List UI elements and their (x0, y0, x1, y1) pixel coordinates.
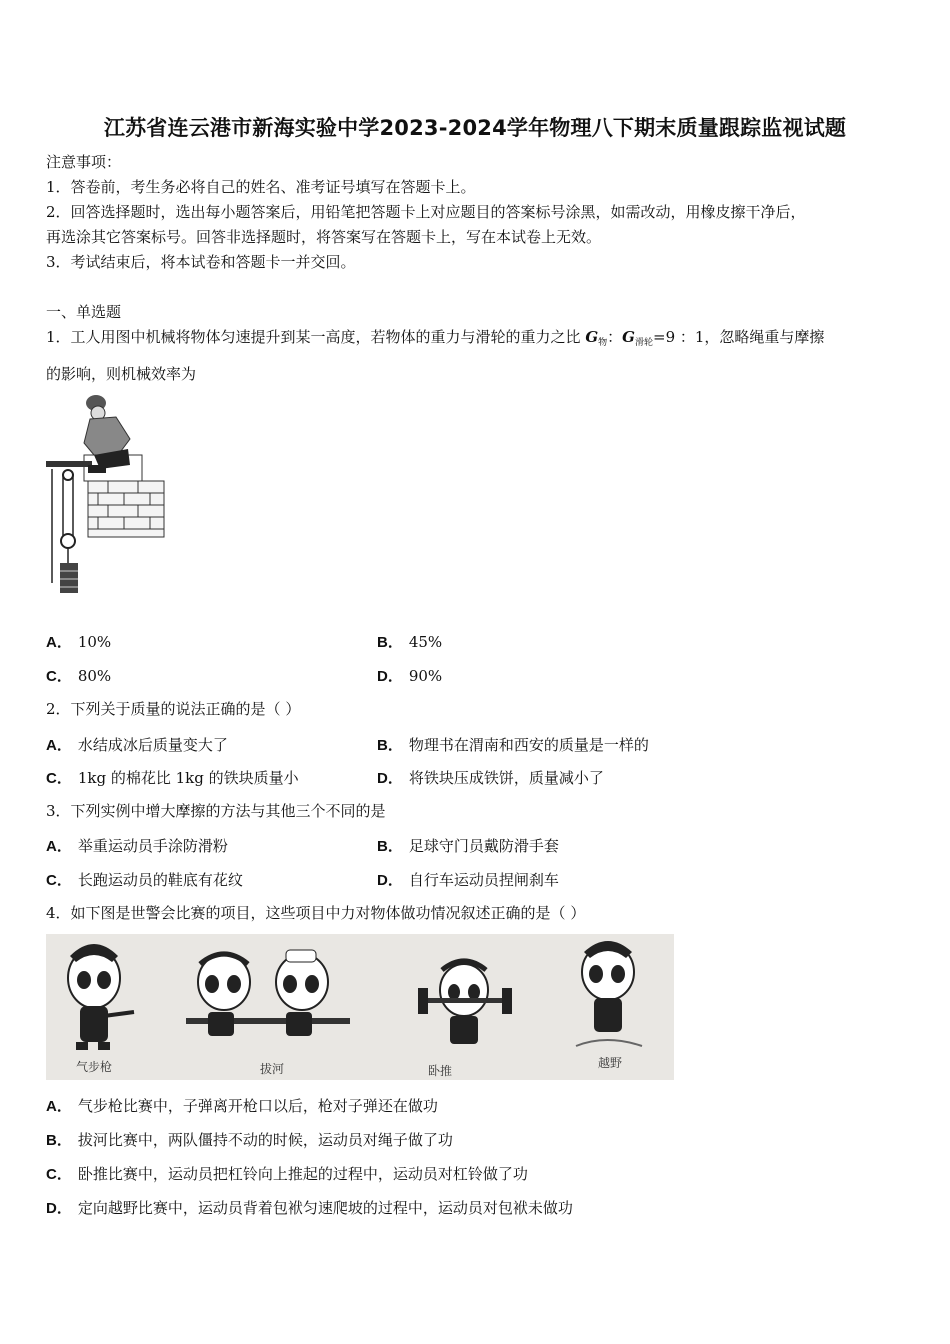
question-1-ratio: =9 ：1，忽略绳重与摩擦 (653, 328, 825, 346)
option-text: 卧推比赛中，运动员把杠铃向上推起的过程中，运动员对杠铃做了功 (77, 1165, 528, 1183)
q2-option-a[interactable] (46, 734, 228, 755)
option-text: 将铁块压成铁饼，质量减小了 (408, 769, 604, 787)
option-key: D． (377, 770, 403, 787)
page-title: 江苏省连云港市新海实验中学2023-2024学年物理八下期末质量跟踪监视试题 (103, 116, 847, 140)
note-item: 1．答卷前，考生务必将自己的姓名、准考证号填写在答题卡上。 (46, 178, 476, 196)
sports-photo (46, 934, 674, 1080)
option-key: B． (377, 838, 403, 855)
option-text: 足球守门员戴防滑手套 (408, 837, 559, 855)
option-key: C． (46, 770, 72, 787)
option-text: 举重运动员手涂防滑粉 (77, 837, 228, 855)
option-key: D． (377, 668, 403, 685)
option-text: 拔河比赛中，两队僵持不动的时候，运动员对绳子做了功 (77, 1131, 453, 1149)
option-text: 长跑运动员的鞋底有花纹 (77, 871, 243, 889)
note-item: 3．考试结束后，将本试卷和答题卡一并交回。 (46, 253, 356, 271)
q2-option-d[interactable] (377, 767, 604, 788)
ratio-colon: ： (607, 328, 623, 346)
question-1-text (46, 327, 824, 353)
q3-option-c[interactable] (46, 869, 243, 890)
option-key: A． (46, 1098, 72, 1115)
photo-caption-bench-press: 卧推 (428, 1064, 453, 1078)
option-text: 定向越野比赛中，运动员背着包袱匀速爬坡的过程中，运动员对包袱未做功 (77, 1199, 573, 1217)
option-text: 物理书在渭南和西安的质量是一样的 (408, 736, 649, 754)
photo-caption-tug-of-war: 拔河 (260, 1062, 285, 1076)
q4-option-d[interactable] (46, 1197, 573, 1218)
q4-option-a[interactable] (46, 1095, 438, 1116)
option-key: C． (46, 1166, 72, 1183)
notes-heading: 注意事项： (46, 153, 122, 171)
q1-option-a[interactable] (46, 631, 111, 652)
q4-option-b[interactable] (46, 1129, 453, 1150)
section-heading: 一、单选题 (46, 303, 122, 321)
q1-option-c[interactable] (46, 665, 111, 686)
option-key: B． (46, 1132, 72, 1149)
option-text: 90% (408, 667, 443, 685)
option-key: D． (46, 1200, 72, 1217)
option-key: A． (46, 634, 72, 651)
q2-option-c[interactable] (46, 767, 299, 788)
q2-option-b[interactable] (377, 734, 649, 755)
option-key: C． (46, 668, 72, 685)
question-1-text-cont: 的影响，则机械效率为 (46, 365, 197, 383)
gravity-symbol: G (622, 328, 635, 346)
question-3-text: 3．下列实例中增大摩擦的方法与其他三个不同的是 (46, 802, 386, 820)
option-key: B． (377, 634, 403, 651)
note-item: 2．回答选择题时，选出每小题答案后，用铅笔把答题卡上对应题目的答案标号涂黑，如需改动，用橡皮擦干净后， (46, 203, 806, 221)
question-1-stem: 1．工人用图中机械将物体匀速提升到某一高度，若物体的重力与滑轮的重力之比 (46, 328, 586, 346)
option-text: 水结成冰后质量变大了 (77, 736, 228, 754)
mascots-illustration (46, 934, 674, 1080)
q4-option-c[interactable] (46, 1163, 528, 1184)
gravity-symbol: G (585, 328, 599, 346)
photo-caption-air-rifle: 气步枪 (76, 1060, 113, 1074)
question-2-text: 2．下列关于质量的说法正确的是（ ） (46, 700, 301, 718)
option-key: D． (377, 872, 403, 889)
question-4-text: 4．如下图是世警会比赛的项目，这些项目中力对物体做功情况叙述正确的是（ ） (46, 904, 586, 922)
q1-option-d[interactable] (377, 665, 442, 686)
option-text: 80% (77, 667, 112, 685)
photo-caption-cross-country: 越野 (598, 1056, 623, 1070)
q3-option-b[interactable] (377, 835, 559, 856)
option-key: C． (46, 872, 72, 889)
option-text: 自行车运动员捏闸刹车 (408, 871, 559, 889)
option-key: A． (46, 737, 72, 754)
q3-option-d[interactable] (377, 869, 559, 890)
option-text: 1kg 的棉花比 1kg 的铁块质量小 (77, 769, 299, 787)
option-text: 45% (408, 633, 443, 651)
gravity-subscript: 物 (598, 338, 608, 348)
q3-option-a[interactable] (46, 835, 228, 856)
note-item: 再选涂其它答案标号。回答非选择题时，将答案写在答题卡上，写在本试卷上无效。 (46, 228, 602, 246)
option-text: 气步枪比赛中，子弹离开枪口以后，枪对子弹还在做功 (77, 1097, 438, 1115)
option-text: 10% (77, 633, 112, 651)
pulley-figure (44, 393, 168, 603)
q1-option-b[interactable] (377, 631, 442, 652)
gravity-subscript: 滑轮 (634, 338, 653, 348)
option-key: A． (46, 838, 72, 855)
option-key: B． (377, 737, 403, 754)
